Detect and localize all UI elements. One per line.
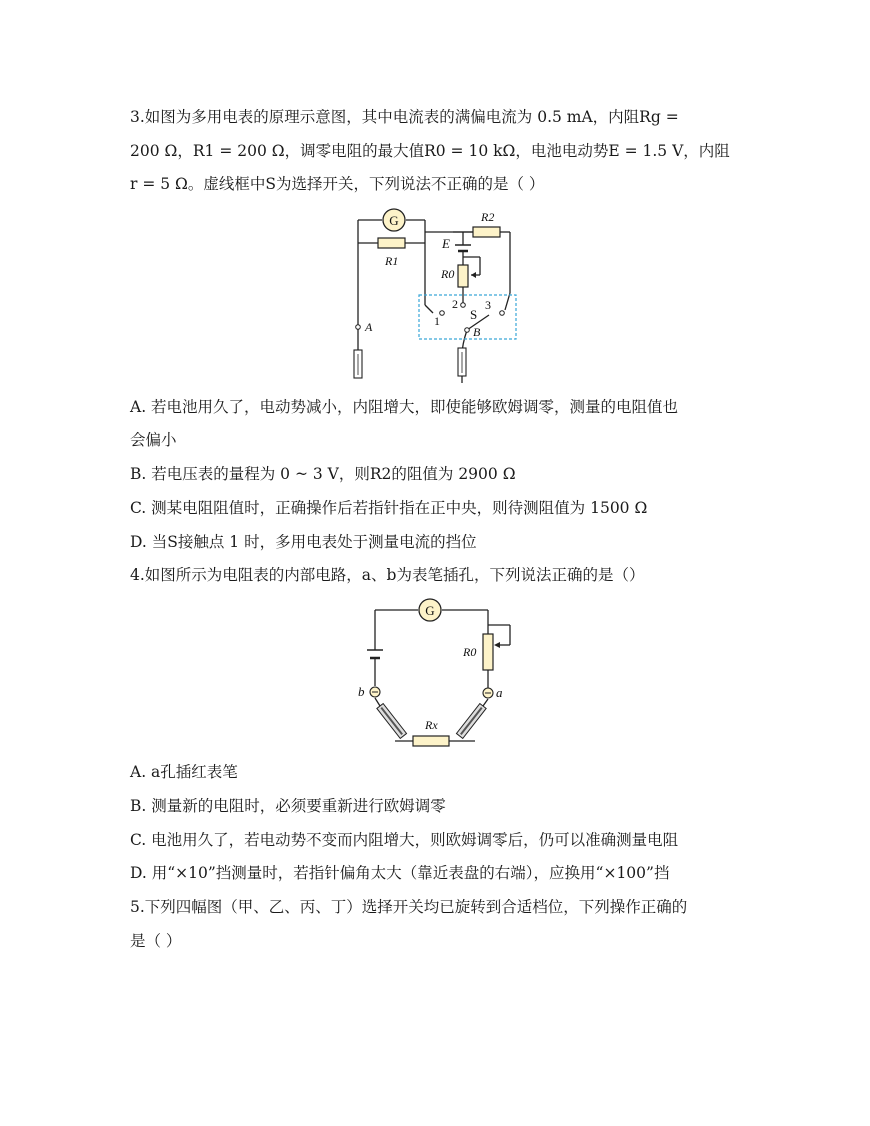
q3-stem-line-3: r = 5 Ω。虚线框中S为选择开关，下列说法不正确的是（ ） xyxy=(130,175,545,193)
q3-a-label: A xyxy=(365,320,373,334)
q4-option-a: A. a孔插红表笔 xyxy=(130,763,238,781)
q4-stem: 4.如图所示为电阻表的内部电路，a、b为表笔插孔，下列说法正确的是（） xyxy=(130,566,645,584)
q4-option-c: C. 电池用久了，若电动势不变而内阻增大，则欧姆调零后，仍可以准确测量电阻 xyxy=(130,831,679,849)
q3-r1-label: R1 xyxy=(385,254,399,268)
q3-option-b: B. 若电压表的量程为 0 ~ 3 V，则R2的阻值为 2900 Ω xyxy=(130,465,516,483)
q3-b-label: B xyxy=(473,325,481,339)
q3-contact-3-label: 3 xyxy=(485,298,491,312)
q3-option-c: C. 测某电阻阻值时，正确操作后若指针指在正中央，则待测阻值为 1500 Ω xyxy=(130,499,648,517)
q4-g-label: G xyxy=(425,603,435,618)
q3-stem-line-1: 3.如图为多用电表的原理示意图，其中电流表的满偏电流为 0.5 mA，内阻Rg = xyxy=(130,108,679,126)
q3-g-label: G xyxy=(389,213,399,228)
q3-r2-label: R2 xyxy=(481,210,495,224)
q4-ohmmeter-circuit-diagram xyxy=(355,598,530,750)
q3-contact-2-label: 2 xyxy=(452,297,458,311)
q4-b-label: b xyxy=(358,684,365,699)
q3-option-a-line-2: 会偏小 xyxy=(130,431,177,449)
q4-r0-label: R0 xyxy=(463,645,477,659)
q4-a-label: a xyxy=(496,685,503,700)
q4-option-d: D. 用“×10”挡测量时，若指针偏角太大（靠近表盘的右端），应换用“×100”挡 xyxy=(130,864,670,882)
q3-switch-s-label: S xyxy=(470,307,478,322)
q3-circuit-diagram xyxy=(345,205,530,385)
q3-r0-label: R0 xyxy=(441,267,455,281)
q3-stem-line-2: 200 Ω，R1 = 200 Ω，调零电阻的最大值R0 = 10 kΩ，电池电动势E = 1.5 V，内阻 xyxy=(130,142,730,160)
q3-contact-1-label: 1 xyxy=(434,314,440,328)
q3-e-label: E xyxy=(442,236,450,251)
q4-rx-label: Rx xyxy=(425,718,438,732)
q4-option-b: B. 测量新的电阻时，必须要重新进行欧姆调零 xyxy=(130,797,446,815)
q3-option-a-line-1: A. 若电池用久了，电动势减小，内阻增大，即使能够欧姆调零，测量的电阻值也 xyxy=(130,398,679,416)
q5-stem-line-2: 是（ ） xyxy=(130,932,182,950)
q3-option-d: D. 当S接触点 1 时，多用电表处于测量电流的挡位 xyxy=(130,533,477,551)
q5-stem-line-1: 5.下列四幅图（甲、乙、丙、丁）选择开关均已旋转到合适档位，下列操作正确的 xyxy=(130,898,688,916)
